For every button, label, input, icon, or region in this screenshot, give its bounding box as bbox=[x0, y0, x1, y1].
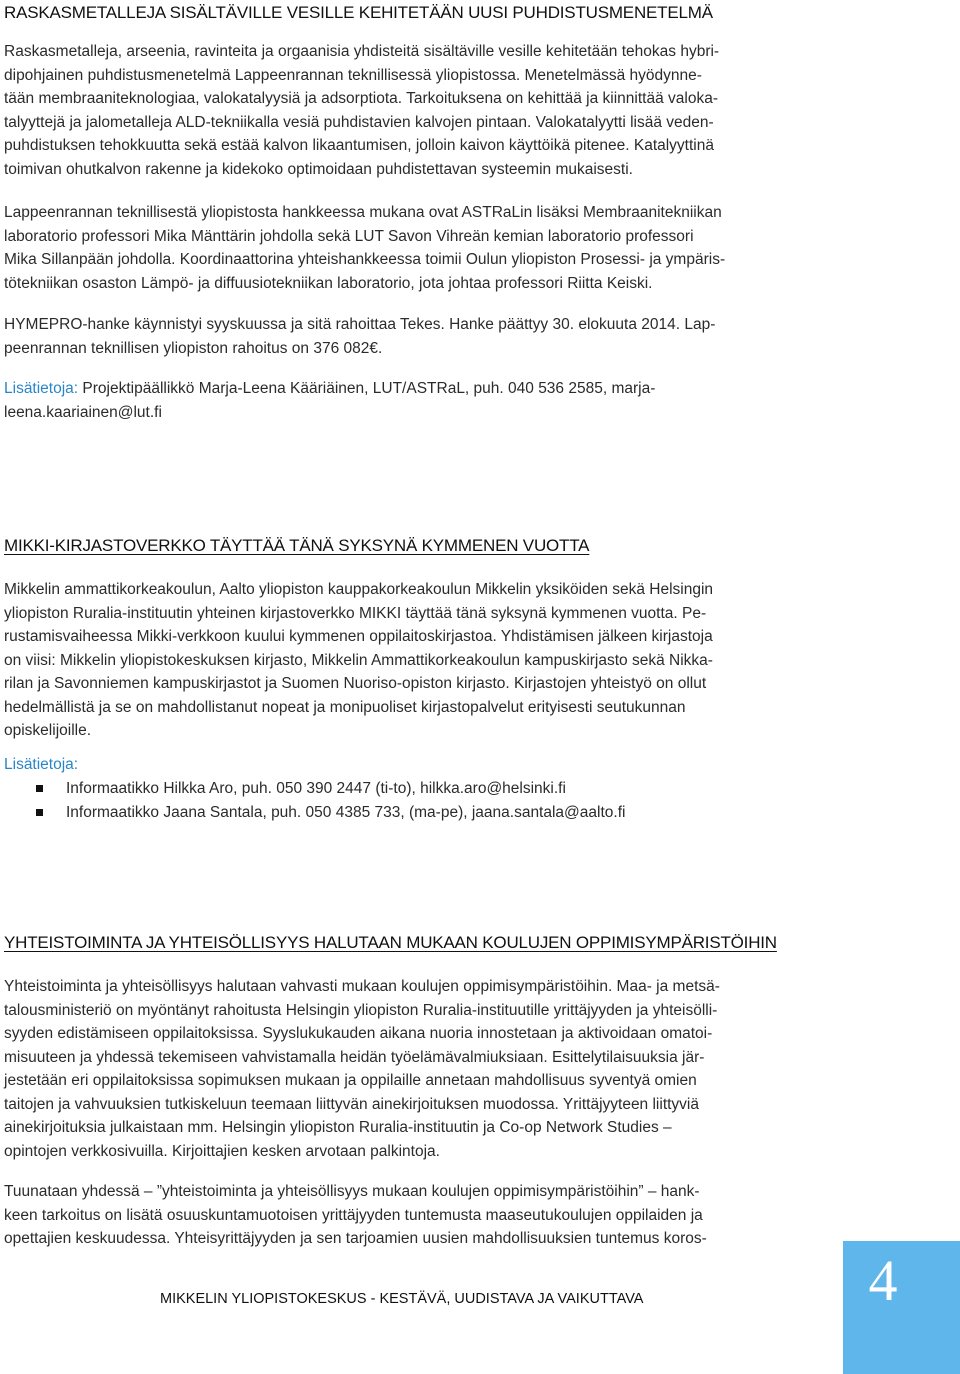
section-1-title: RASKASMETALLEJA SISÄLTÄVILLE VESILLE KEHITETÄÄN UUSI PUHDISTUSMENETELMÄ bbox=[4, 3, 713, 22]
list-item bbox=[36, 801, 625, 825]
section-2-contact-heading bbox=[4, 753, 870, 777]
text-line: peenrannan teknillisen yliopiston rahoitus on 376 082€. bbox=[4, 339, 383, 357]
text-line: Tuunataan yhdessä – ”yhteistoiminta ja yhteisöllisyys mukaan koulujen oppimisympäristöihin” – hank- bbox=[4, 1183, 700, 1200]
text-line: Raskasmetalleja, arseenia, ravinteita ja orgaanisia yhdisteitä sisältäville vesille kehitetään tehokas hybri- bbox=[4, 43, 720, 60]
page-number-box bbox=[843, 1241, 960, 1374]
text-line: opiskelijoille. bbox=[4, 722, 92, 739]
contact-text: Informaatikko Hilkka Aro, puh. 050 390 2447 (ti-to), hilkka.aro@helsinki.fi bbox=[66, 780, 566, 797]
text-line: rilan ja Savonniemen kampuskirjastot ja Suomen Nuoriso-opiston kirjasto. Kirjastojen yhteistyö on ollut bbox=[4, 675, 707, 692]
text-line: HYMEPRO-hanke käynnistyi syyskuussa ja sitä rahoittaa Tekes. Hanke päättyy 30. elokuuta 2014. Lap- bbox=[4, 316, 716, 333]
text-line: Mika Sillanpään johdolla. Koordinaattorina yhteishankkeessa toimii Oulun yliopiston Prosessi- ja ympäris- bbox=[4, 251, 726, 268]
text-line: rustamisvaiheessa Mikki-verkkoon kuului kymmenen oppilaitoskirjastoa. Yhdistämisen jälkeen kirjastoja bbox=[4, 628, 713, 645]
list-item bbox=[36, 777, 625, 801]
contact-text: Informaatikko Jaana Santala, puh. 050 4385 733, (ma-pe), jaana.santala@aalto.fi bbox=[66, 803, 626, 821]
text-line: on viisi: Mikkelin yliopistokeskuksen kirjasto, Mikkelin Ammattikorkeakoulun kampuskirjasto sekä Nikka- bbox=[4, 651, 713, 669]
section-1-paragraph-3 bbox=[4, 313, 870, 360]
section-2-title: MIKKI-KIRJASTOVERKKO TÄYTTÄÄ TÄNÄ SYKSYNÄ KYMMENEN VUOTTA bbox=[4, 536, 590, 555]
text-line: Lappeenrannan teknillisestä yliopistosta hankkeessa mukana ovat ASTRaLin lisäksi Membraanitekniikan bbox=[4, 204, 722, 221]
text-line: tään membraaniteknologiaa, valokatalyysiä ja adsorptiota. Tarkoituksena on kehittää ja kiinnittää valoka- bbox=[4, 90, 718, 107]
section-2-paragraph-1 bbox=[4, 578, 870, 743]
section-1-paragraph-1 bbox=[4, 40, 870, 181]
text-line: laboratorio professori Mika Mänttärin johdolla sekä LUT Savon Vihreän kemian laboratorio professori bbox=[4, 227, 694, 245]
text-line: opintojen verkkosivuilla. Kirjoittajien kesken arvotaan palkintoja. bbox=[4, 1142, 440, 1160]
text-line: misuuteen ja yhdessä tekemiseen vahvistamalla heidän työelämävalmiuksiaan. Esittelytilaisuuksia jär- bbox=[4, 1048, 705, 1066]
text-line: Yhteistoiminta ja yhteisöllisyys halutaan vahvasti mukaan koulujen oppimisympäristöihin. Maa- ja metsä- bbox=[4, 978, 720, 995]
page-number: 4 bbox=[868, 1248, 898, 1313]
section-1-contact bbox=[4, 377, 870, 424]
text-line: puhdistuksen tehokkuutta sekä estää kalvon likaantumisen, jolloin kaivon käyttöikä pitenee. Katalyyttinä bbox=[4, 137, 714, 154]
text-line: opettajien keskuudessa. Yhteisyrittäjyyden ja sen tarjoamien uusien mahdollisuuksien tuntemus koros- bbox=[4, 1230, 707, 1247]
text-line: tötekniikan osaston Lämpö- ja diffuusiotekniikan laboratorio, jota johtaa professori Riitta Keiski. bbox=[4, 274, 653, 292]
text-line: ainekirjoituksia julkaistaan mm. Helsingin yliopiston Ruralia-instituutin ja Co-op Network Studies – bbox=[4, 1119, 672, 1136]
contact-label: Lisätietoja: bbox=[4, 756, 79, 773]
contact-email: leena.kaariainen@lut.fi bbox=[4, 403, 162, 421]
contact-label: Lisätietoja: bbox=[4, 380, 79, 397]
contact-text: Projektipäällikkö Marja-Leena Kääriäinen, LUT/ASTRaL, puh. 040 536 2585, marja- bbox=[78, 380, 656, 397]
section-3-paragraph-2 bbox=[4, 1180, 870, 1251]
text-line: taitojen ja vahvuuksien tutkiskeluun teemaan liittyvän ainekirjoituksen muodossa. Yrittäjyyteen liittyviä bbox=[4, 1095, 699, 1113]
text-line: Mikkelin ammattikorkeakoulun, Aalto yliopiston kauppakorkeakoulun Mikkelin yksiköiden sekä Helsingin bbox=[4, 581, 714, 598]
contact-list bbox=[36, 777, 625, 824]
text-line: hedelmällistä ja se on mahdollistanut nopeat ja monipuoliset kirjastopalvelut erityisesti seutukunnan bbox=[4, 698, 686, 716]
footer-text: MIKKELIN YLIOPISTOKESKUS - KESTÄVÄ, UUDISTAVA JA VAIKUTTAVA bbox=[160, 1291, 644, 1307]
bullet-icon bbox=[36, 785, 43, 792]
text-line: dipohjainen puhdistusmenetelmä Lappeenrannan teknillisessä yliopistossa. Menetelmässä hyödynne- bbox=[4, 66, 702, 84]
section-3-paragraph-1 bbox=[4, 975, 870, 1163]
text-line: keen tarkoitus on lisätä osuuskuntamuotoisen yrittäjyyden tuntemusta maaseutukoulujen oppilaiden ja bbox=[4, 1206, 703, 1224]
text-line: yliopiston Ruralia-instituutin yhteinen kirjastoverkko MIKKI täyttää tänä syksynä kymmenen vuotta. Pe- bbox=[4, 604, 707, 622]
text-line: jestetään eri oppilaitoksissa sopimuksen mukaan ja oppilaille annetaan mahdollisuus syventyä omien bbox=[4, 1072, 697, 1089]
text-line: talyyttejä ja jalometalleja ALD-tekniikalla vesiä puhdistavien kalvojen pintaan. Valokatalyytti lisää veden- bbox=[4, 113, 714, 131]
text-line: syyden edistämiseen oppilaitoksissa. Syyslukukauden aikana nuoria innostetaan ja aktivoidaan omatoi- bbox=[4, 1025, 713, 1042]
section-1-paragraph-2 bbox=[4, 201, 870, 295]
contact-line bbox=[4, 377, 870, 401]
section-3-title: YHTEISTOIMINTA JA YHTEISÖLLISYYS HALUTAAN MUKAAN KOULUJEN OPPIMISYMPÄRISTÖIHIN bbox=[4, 933, 777, 952]
text-line: toimivan ohutkalvon rakenne ja kidekoko optimoidaan puhdistettavan systeemin mukaisesti. bbox=[4, 160, 633, 178]
bullet-icon bbox=[36, 809, 43, 816]
text-line: talousministeriö on myöntänyt rahoitusta Helsingin yliopiston Ruralia-instituutille yrittäjyyden ja yhteisölli- bbox=[4, 1001, 718, 1019]
